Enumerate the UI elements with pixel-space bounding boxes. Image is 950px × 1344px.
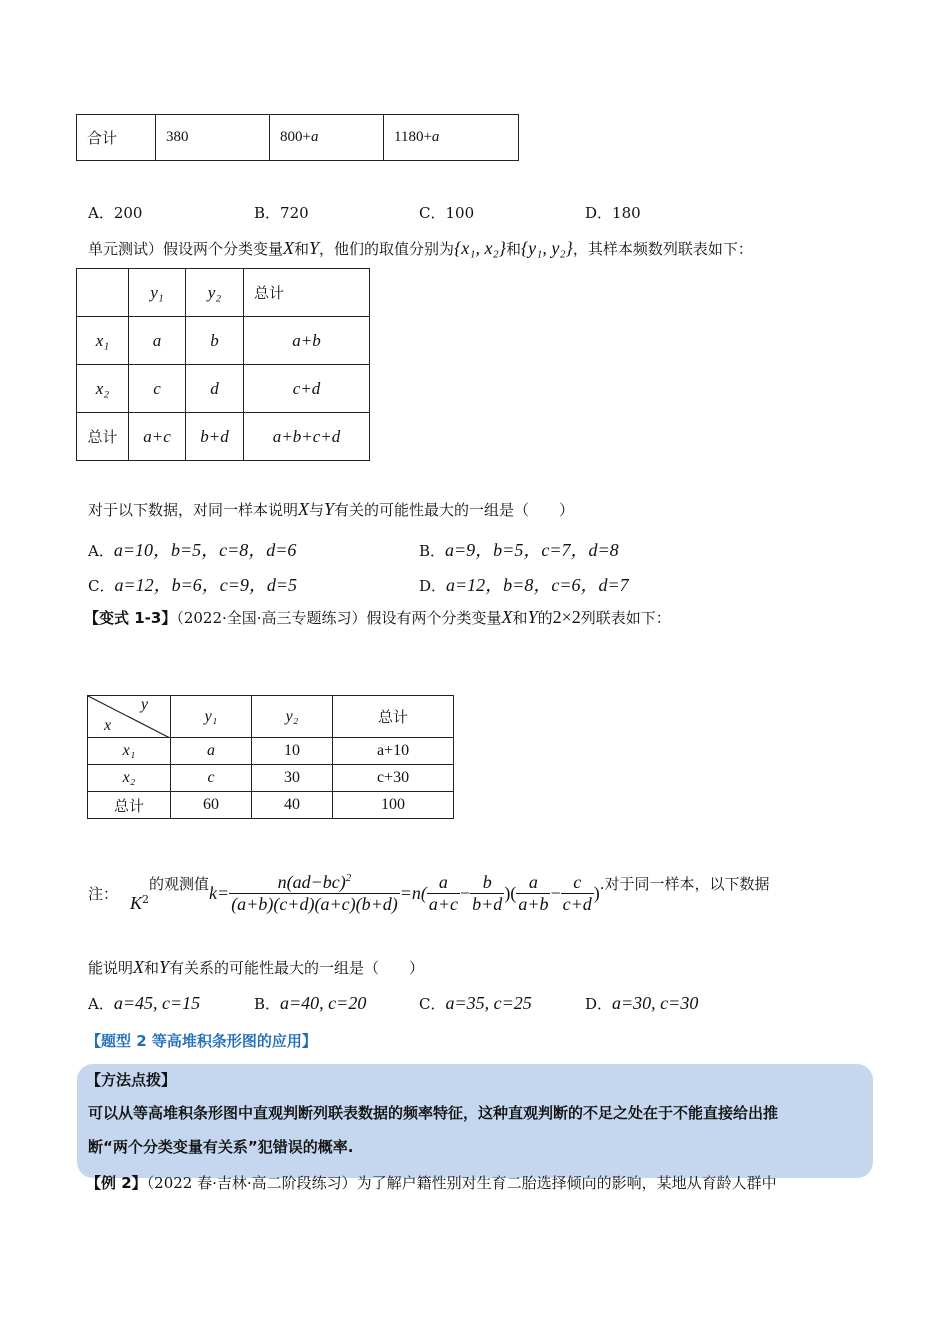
- example-2: 【例 2】（2022 春·吉林·高二阶段练习）为了解户籍性别对生育二胎选择倾向的影响，某地从育龄人群中: [86, 1174, 777, 1192]
- t2-r1-label: x₁: [77, 317, 129, 365]
- option-a[interactable]: A．200: [88, 204, 143, 222]
- t3-corner-y: y: [140, 696, 148, 713]
- table1-cell-800a: 800+a: [270, 115, 384, 161]
- q2-option-c[interactable]: C．a=12，b=6，c=9，d=5: [88, 575, 298, 595]
- t3-r1-label: x₁: [88, 738, 171, 765]
- t2-r2-c2: d: [186, 365, 244, 413]
- t3-r3-c2: 40: [252, 792, 333, 819]
- t3-r2-c1: c: [171, 765, 252, 792]
- k2-symbol: $K^2$: [130, 893, 150, 913]
- q2-intro: 单元测试）假设两个分类变量X和Y，他们的取值分别为{x₁, x₂}和{y₁, y₂}，其样本频数列联表如下：: [88, 238, 753, 258]
- t3-r1-c1: a: [171, 738, 252, 765]
- t3-r2-label: x₂: [88, 765, 171, 792]
- main-fraction: $\frac{n(ad-bc)^2}{(a+b)(c+d)(a+c)(b+d)}$: [231, 872, 398, 914]
- method-line2: 断“两个分类变量有关系”犯错误的概率.: [88, 1138, 354, 1156]
- note-formula: 注： $K^2$ 的观测值 k= $\frac{n(ad-bc)^2}{(a+b)(c+d)(a+c)(b+d)}$ =n( $\frac{a}{a+c}$ − $\frac{b}{b+d}$ )( $\frac{a}{a+b}$ − $\frac{c}{c+d}$ ) .对于同一样本，以下数据: [88, 872, 770, 914]
- q2-option-a[interactable]: A．a=10，b=5，c=8，d=6: [88, 540, 297, 560]
- contingency-table-2x2: [87, 695, 454, 819]
- t2-h-y1: y₁: [129, 269, 186, 317]
- t2-r2-c3: c+d: [244, 365, 370, 413]
- t3-r3-label: 总计: [88, 792, 171, 819]
- contingency-table-general: [76, 268, 370, 461]
- t3-r3-c3: 100: [333, 792, 454, 819]
- t2-r3-c1: a+c: [129, 413, 186, 461]
- diagonal-line: [88, 696, 170, 738]
- t3-r1-c2: 10: [252, 738, 333, 765]
- q2-option-d[interactable]: D．a=12，b=8，c=6，d=7: [419, 575, 629, 595]
- variant-intro: 【变式 1-3】（2022·全国·高三专题练习）假设有两个分类变量X和Y的2×2列联表如下：: [84, 607, 671, 627]
- t3-r3-c1: 60: [171, 792, 252, 819]
- t3-h-y1: y₁: [171, 696, 252, 738]
- q3-option-c[interactable]: C．a=35, c=25: [419, 993, 532, 1013]
- note-question: 能说明X和Y有关系的可能性最大的一组是（ ）: [88, 957, 425, 977]
- q3-option-a[interactable]: A．a=45, c=15: [88, 993, 201, 1013]
- method-title: 【方法点拨】: [86, 1071, 177, 1089]
- q2-question: 对于以下数据，对同一样本说明X与Y有关的可能性最大的一组是（ ）: [88, 499, 575, 519]
- option-c[interactable]: C．100: [419, 204, 475, 222]
- t3-h-y2: y₂: [252, 696, 333, 738]
- t3-corner-x: x: [104, 717, 112, 734]
- q3-option-d[interactable]: D．a=30, c=30: [585, 993, 699, 1013]
- t2-r2-c1: c: [129, 365, 186, 413]
- note-label: 注：: [88, 885, 119, 903]
- t2-r1-c1: a: [129, 317, 186, 365]
- q2-option-b[interactable]: B．a=9，b=5，c=7，d=8: [419, 540, 619, 560]
- t3-corner: [88, 696, 171, 738]
- t3-r1-c3: a+10: [333, 738, 454, 765]
- t2-r3-c3: a+b+c+d: [244, 413, 370, 461]
- method-line1: 可以从等高堆积条形图中直观判断列联表数据的频率特征，这种直观判断的不足之处在于不能直接给出推: [88, 1104, 779, 1122]
- t3-h-total: 总计: [333, 696, 454, 738]
- section-title: 【题型 2 等高堆积条形图的应用】: [86, 1032, 317, 1050]
- t2-h-total: 总计: [244, 269, 370, 317]
- q3-option-b[interactable]: B．a=40, c=20: [254, 993, 367, 1013]
- t2-r3-c2: b+d: [186, 413, 244, 461]
- t2-r1-c3: a+b: [244, 317, 370, 365]
- t2-corner: [77, 269, 129, 317]
- t3-r2-c2: 30: [252, 765, 333, 792]
- t3-r2-c3: c+30: [333, 765, 454, 792]
- table1-cell-1180a: 1180+a: [384, 115, 519, 161]
- t2-r2-label: x₂: [77, 365, 129, 413]
- table1-cell-label: 合计: [77, 115, 156, 161]
- table1-cell-380: 380: [156, 115, 270, 161]
- t2-r1-c2: b: [186, 317, 244, 365]
- total-row-table: [76, 114, 519, 161]
- t2-r3-label: 总计: [77, 413, 129, 461]
- option-d[interactable]: D．180: [585, 204, 641, 222]
- option-b[interactable]: B．720: [254, 204, 309, 222]
- t2-h-y2: y₂: [186, 269, 244, 317]
